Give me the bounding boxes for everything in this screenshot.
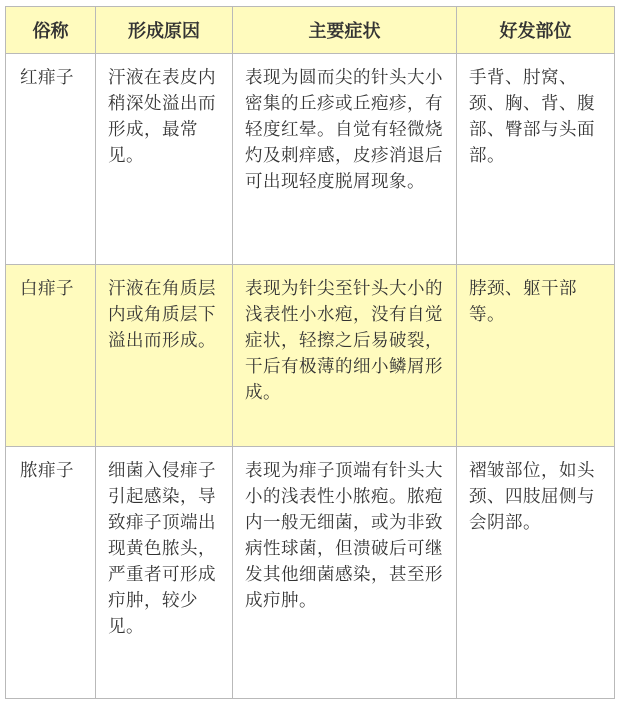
header-symptoms: 主要症状 bbox=[233, 7, 457, 54]
heat-rash-table bbox=[5, 6, 615, 699]
cell-symptoms: 表现为圆而尖的针头大小密集的丘疹或丘疱疹，有轻度红晕。自觉有轻微烧灼及刺痒感，皮疹消退后可出现轻度脱屑现象。 bbox=[233, 54, 457, 265]
cell-cause: 汗液在表皮内稍深处溢出而形成，最常见。 bbox=[96, 54, 233, 265]
cell-common-name: 红痱子 bbox=[6, 54, 96, 265]
cell-sites: 脖颈、躯干部等。 bbox=[457, 264, 615, 447]
cell-cause: 细菌入侵痱子引起感染，导致痱子顶端出现黄色脓头，严重者可形成疖肿，较少见。 bbox=[96, 447, 233, 699]
cell-symptoms: 表现为痱子顶端有针头大小的浅表性小脓疱。脓疱内一般无细菌，或为非致病性球菌，但溃破后可继发其他细菌感染，甚至形成疖肿。 bbox=[233, 447, 457, 699]
cell-sites: 褶皱部位，如头颈、四肢屈侧与会阴部。 bbox=[457, 447, 615, 699]
header-common-name: 俗称 bbox=[6, 7, 96, 54]
cell-common-name: 脓痱子 bbox=[6, 447, 96, 699]
table-row bbox=[6, 447, 615, 699]
cell-cause: 汗液在角质层内或角质层下溢出而形成。 bbox=[96, 264, 233, 447]
table-row bbox=[6, 264, 615, 447]
header-sites: 好发部位 bbox=[457, 7, 615, 54]
cell-symptoms: 表现为针尖至针头大小的浅表性小水疱，没有自觉症状，轻擦之后易破裂，干后有极薄的细小鳞屑形成。 bbox=[233, 264, 457, 447]
table-row bbox=[6, 54, 615, 265]
cell-common-name: 白痱子 bbox=[6, 264, 96, 447]
cell-sites: 手背、肘窝、颈、胸、背、腹部、臀部与头面部。 bbox=[457, 54, 615, 265]
header-row bbox=[6, 7, 615, 54]
header-cause: 形成原因 bbox=[96, 7, 233, 54]
